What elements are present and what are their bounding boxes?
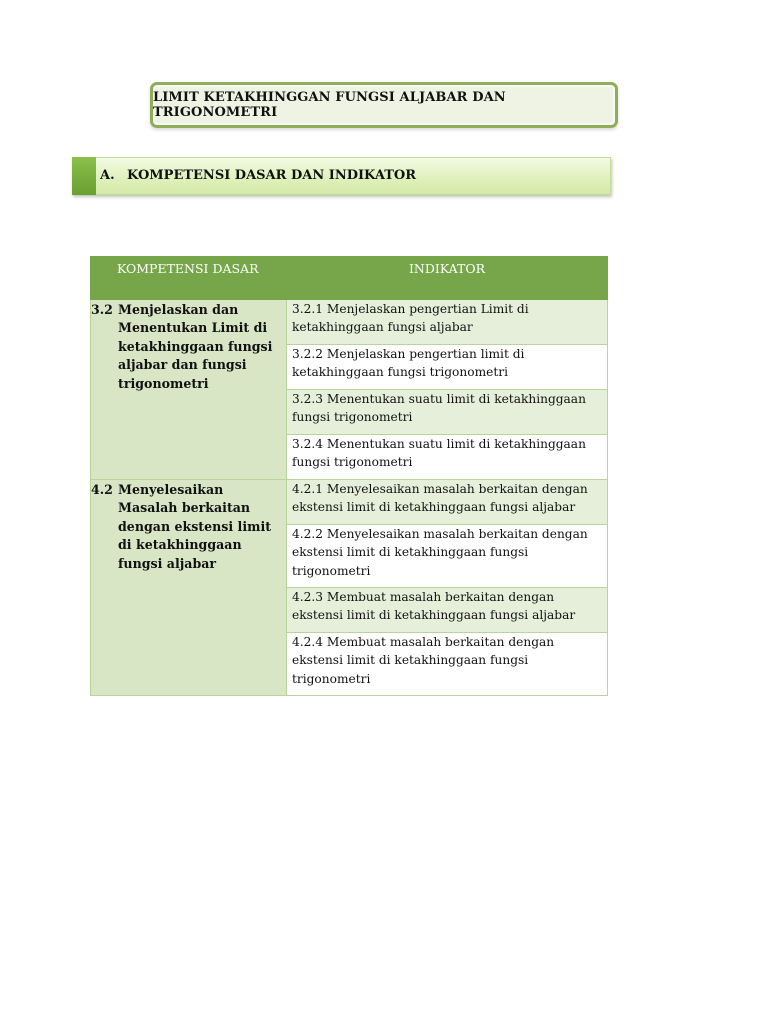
table-row <box>91 480 608 525</box>
document-title-box <box>150 82 618 128</box>
kd-number: 3.2 <box>91 302 113 317</box>
indicator-cell: 3.2.4 Menentukan suatu limit di ketakhinggaan fungsi trigonometri <box>287 435 608 480</box>
kd-text: Menyelesaikan Masalah berkaitan dengan ekstensi limit di ketakhinggaan fungsi aljabar <box>118 482 272 571</box>
header-indikator: INDIKATOR <box>287 257 608 300</box>
indicator-cell: 4.2.3 Membuat masalah berkaitan dengan ekstensi limit di ketakhinggaan fungsi aljabar <box>287 588 608 633</box>
indicator-cell: 4.2.2 Menyelesaikan masalah berkaitan dengan ekstensi limit di ketakhinggaan fungsi trigonometri <box>287 525 608 588</box>
kd-number: 4.2 <box>91 482 113 497</box>
section-label: KOMPETENSI DASAR DAN INDIKATOR <box>127 168 417 183</box>
table-row <box>91 300 608 345</box>
indicator-cell: 4.2.1 Menyelesaikan masalah berkaitan dengan ekstensi limit di ketakhinggaan fungsi aljabar <box>287 480 608 525</box>
header-kompetensi-dasar: KOMPETENSI DASAR <box>91 257 287 300</box>
kd-cell-4-2 <box>91 480 287 696</box>
table-header-row <box>91 257 608 300</box>
section-header <box>72 157 611 195</box>
section-accent-bar <box>72 157 96 195</box>
section-letter: A. <box>100 168 115 183</box>
kd-text: Menjelaskan dan Menentukan Limit di ketakhinggaan fungsi aljabar dan fungsi trigonometri <box>118 302 273 391</box>
indicator-cell: 4.2.4 Membuat masalah berkaitan dengan ekstensi limit di ketakhinggaan fungsi trigonometri <box>287 633 608 696</box>
kd-cell-3-2 <box>91 300 287 480</box>
indicator-cell: 3.2.1 Menjelaskan pengertian Limit di ketakhinggaan fungsi aljabar <box>287 300 608 345</box>
competency-table <box>90 256 608 696</box>
document-title: LIMIT KETAKHINGGAN FUNGSI ALJABAR DAN TRIGONOMETRI <box>153 90 506 120</box>
indicator-cell: 3.2.2 Menjelaskan pengertian limit di ketakhinggaan fungsi trigonometri <box>287 345 608 390</box>
indicator-cell: 3.2.3 Menentukan suatu limit di ketakhinggaan fungsi trigonometri <box>287 390 608 435</box>
